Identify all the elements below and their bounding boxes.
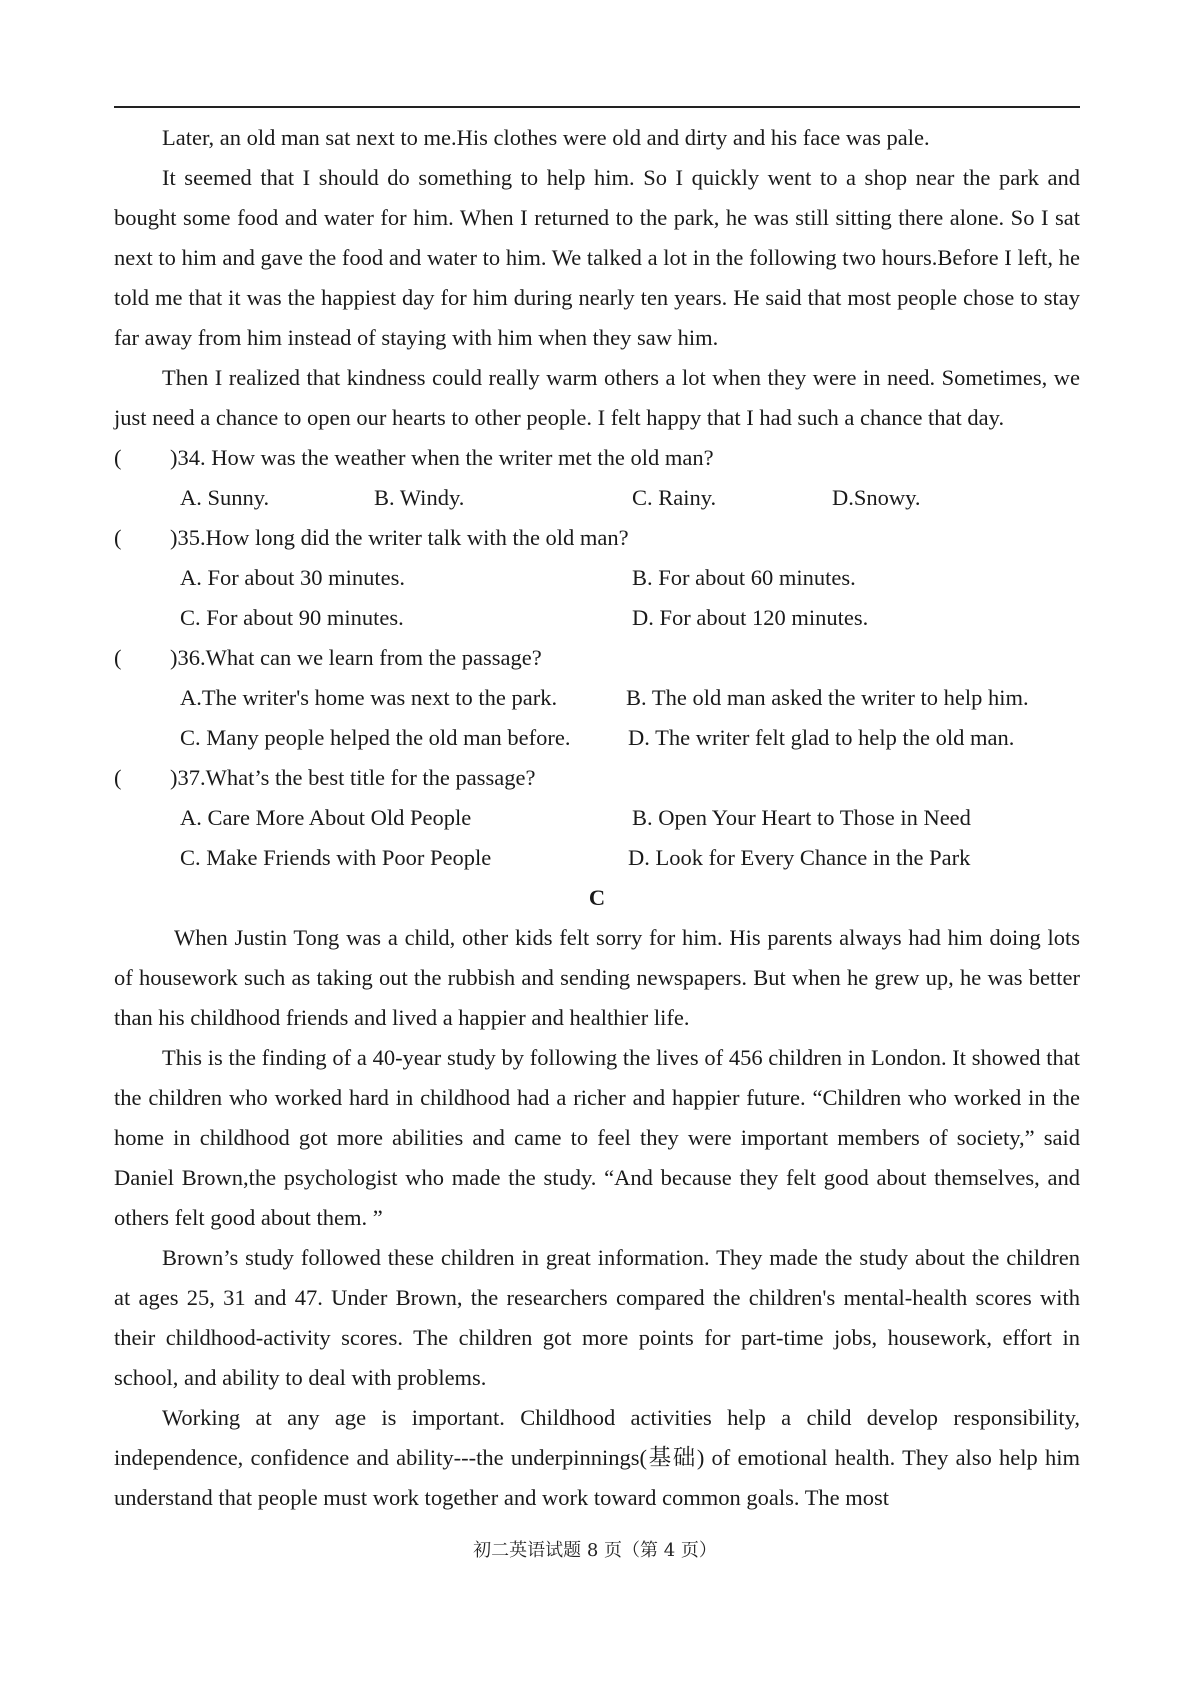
- question-text: )36.What can we learn from the passage?: [170, 645, 542, 670]
- question-text: )37.What’s the best title for the passage?: [170, 765, 536, 790]
- question-text: )35.How long did the writer talk with the old man?: [170, 525, 629, 550]
- option-d: D. Look for Every Chance in the Park: [628, 845, 971, 870]
- question-34: [114, 438, 1080, 478]
- question-35-options-row-2: [114, 598, 1080, 638]
- passage-b-paragraph-1: Later, an old man sat next to me.His clothes were old and dirty and his face was pale.: [162, 125, 930, 150]
- passage-c-paragraph-1: When Justin Tong was a child, other kids felt sorry for him. His parents always had him doing lots of housework such as taking out the rubbish and sending newspapers. But when he grew up, he was better than his childhood friends and lived a happier and healthier life.: [114, 925, 1080, 1030]
- option-c: C. Many people helped the old man before.: [180, 725, 571, 750]
- question-36-options-row-1: [114, 678, 1080, 718]
- question-text: )34. How was the weather when the writer met the old man?: [170, 445, 714, 470]
- question-34-options: [114, 478, 1080, 518]
- answer-blank[interactable]: (: [114, 645, 122, 670]
- question-37-options-row-1: [114, 798, 1080, 838]
- passage-c-paragraph-4: Working at any age is important. Childhood activities help a child develop responsibility, independence, confidence and ability---the underpinnings(基础) of emotional health. They also help him understand that people must work together and work toward common goals. The most: [114, 1405, 1080, 1510]
- option-b: B. For about 60 minutes.: [632, 565, 856, 590]
- passage-c-paragraph-2: This is the finding of a 40-year study by following the lives of 456 children in London. It showed that the children who worked hard in childhood had a richer and happier future. “Children who worked in the home in childhood got more abilities and came to feel they were important members of society,” said Daniel Brown,the psychologist who made the study. “And because they felt good about themselves, and others felt good about them. ”: [114, 1045, 1080, 1230]
- question-36: [114, 638, 1080, 678]
- question-36-options-row-2: [114, 718, 1080, 758]
- question-35-options-row-1: [114, 558, 1080, 598]
- answer-blank[interactable]: (: [114, 445, 122, 470]
- option-b: B. Windy.: [374, 485, 465, 510]
- passage-c-paragraph-3: Brown’s study followed these children in great information. They made the study about the children at ages 25, 31 and 47. Under Brown, the researchers compared the children's mental-health scores with their childhood-activity scores. The children got more points for part-time jobs, housework, effort in school, and ability to deal with problems.: [114, 1245, 1080, 1390]
- section-title: C: [588, 885, 606, 910]
- option-d: D. The writer felt glad to help the old man.: [628, 725, 1015, 750]
- option-a: A. For about 30 minutes.: [180, 565, 405, 590]
- option-a: A. Care More About Old People: [180, 805, 472, 830]
- page-content: [114, 118, 1080, 1518]
- option-b: B. The old man asked the writer to help him.: [626, 685, 1029, 710]
- option-d: D.Snowy.: [832, 485, 921, 510]
- passage-b-paragraph-2: It seemed that I should do something to help him. So I quickly went to a shop near the park and bought some food and water for him. When I returned to the park, he was still sitting there alone. So I sat next to him and gave the food and water to him. We talked a lot in the following two hours.Before I left, he told me that it was the happiest day for him during nearly ten years. He said that most people chose to stay far away from him instead of staying with him when they saw him.: [114, 165, 1080, 350]
- option-b: B. Open Your Heart to Those in Need: [632, 805, 971, 830]
- page-footer: 初二英语试题 8 页（第 4 页）: [473, 1540, 717, 1561]
- option-c: C. Make Friends with Poor People: [180, 845, 492, 870]
- question-37: [114, 758, 1080, 798]
- answer-blank[interactable]: (: [114, 765, 122, 790]
- option-a: A.The writer's home was next to the park.: [180, 685, 558, 710]
- option-a: A. Sunny.: [180, 485, 270, 510]
- answer-blank[interactable]: (: [114, 525, 122, 550]
- question-37-options-row-2: [114, 838, 1080, 878]
- option-c: C. For about 90 minutes.: [180, 605, 404, 630]
- question-35: [114, 518, 1080, 558]
- option-c: C. Rainy.: [632, 485, 717, 510]
- header-rule: [114, 106, 1080, 108]
- passage-b-paragraph-3: Then I realized that kindness could really warm others a lot when they were in need. Sometimes, we just need a chance to open our hearts to other people. I felt happy that I had such a chance that day.: [114, 365, 1080, 430]
- option-d: D. For about 120 minutes.: [632, 605, 869, 630]
